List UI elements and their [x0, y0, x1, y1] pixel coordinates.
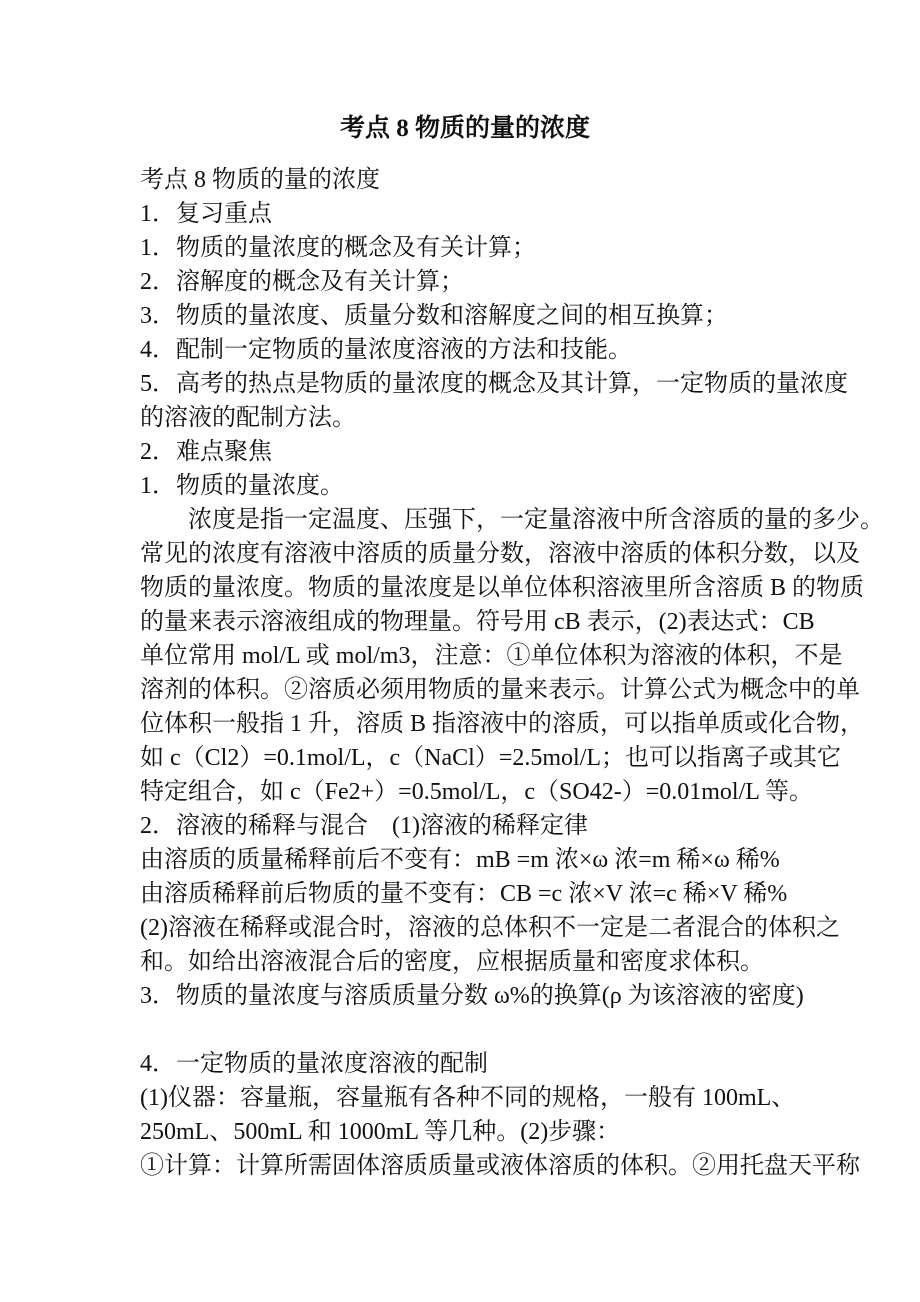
text-line: 2．溶解度的概念及有关计算；: [140, 269, 464, 295]
document-body: [140, 163, 884, 1183]
text-line: 如 c（Cl2）=0.1mol/L，c（NaCl）=2.5mol/L；也可以指离子或其它: [140, 745, 842, 771]
text-line: 1．物质的量浓度的概念及有关计算；: [140, 235, 536, 261]
text-line: 4．配制一定物质的量浓度溶液的方法和技能。: [140, 337, 632, 363]
text-line: 物质的量浓度。物质的量浓度是以单位体积溶液里所含溶质 B 的物质: [140, 575, 865, 601]
text-line: 和。如给出溶液混合后的密度，应根据质量和密度求体积。: [140, 949, 764, 975]
text-line: ①计算：计算所需固体溶质质量或液体溶质的体积。②用托盘天平称: [140, 1153, 860, 1179]
text-line: 的溶液的配制方法。: [140, 405, 356, 431]
text-line-dilution: 2．溶液的稀释与混合 (1)溶液的稀释定律: [140, 813, 588, 839]
text-line-review-points: 1．复习重点: [140, 201, 272, 227]
text-line: (2)溶液在稀释或混合时，溶液的总体积不一定是二者混合的体积之: [140, 915, 840, 941]
text-line: 浓度是指一定温度、压强下，一定量溶液中所含溶质的量的多少。: [140, 507, 884, 533]
text-line: 3．物质的量浓度、质量分数和溶解度之间的相互换算；: [140, 303, 728, 329]
text-line-difficulties: 2．难点聚焦: [140, 439, 272, 465]
text-line: 1．物质的量浓度。: [140, 473, 344, 499]
text-line-preparation: 4．一定物质的量浓度溶液的配制: [140, 1051, 488, 1077]
text-line: (1)仪器：容量瓶，容量瓶有各种不同的规格，一般有 100mL、: [140, 1085, 796, 1111]
text-line-heading-repeat: 考点 8 物质的量的浓度: [140, 167, 380, 193]
text-line-formula-moles: 由溶质稀释前后物质的量不变有：CB =c 浓×V 浓=c 稀×V 稀%: [140, 881, 788, 907]
blank-line: [140, 1013, 800, 1047]
text-line: 的量来表示溶液组成的物理量。符号用 cB 表示，(2)表达式：CB: [140, 609, 815, 635]
text-line: 5．高考的热点是物质的量浓度的概念及其计算，一定物质的量浓度: [140, 371, 848, 397]
document-title: 考点 8 物质的量的浓度: [339, 115, 590, 142]
text-line: 常见的浓度有溶液中溶质的质量分数，溶液中溶质的体积分数，以及: [140, 541, 860, 567]
text-line-formula-mass: 由溶质的质量稀释前后不变有：mB =m 浓×ω 浓=m 稀×ω 稀%: [140, 847, 780, 873]
text-line: 单位常用 mol/L 或 mol/m3，注意：①单位体积为溶液的体积，不是: [140, 643, 843, 669]
text-line: 特定组合，如 c（Fe2+）=0.5mol/L，c（SO42-）=0.01mol/L 等。: [140, 779, 814, 805]
text-line: 250mL、500mL 和 1000mL 等几种。(2)步骤：: [140, 1119, 621, 1145]
text-line: 位体积一般指 1 升，溶质 B 指溶液中的溶质，可以指单质或化合物，: [140, 711, 865, 737]
text-line: 溶剂的体积。②溶质必须用物质的量来表示。计算公式为概念中的单: [140, 677, 860, 703]
text-line-conversion: 3．物质的量浓度与溶质质量分数 ω%的换算(ρ 为该溶液的密度): [140, 983, 804, 1009]
